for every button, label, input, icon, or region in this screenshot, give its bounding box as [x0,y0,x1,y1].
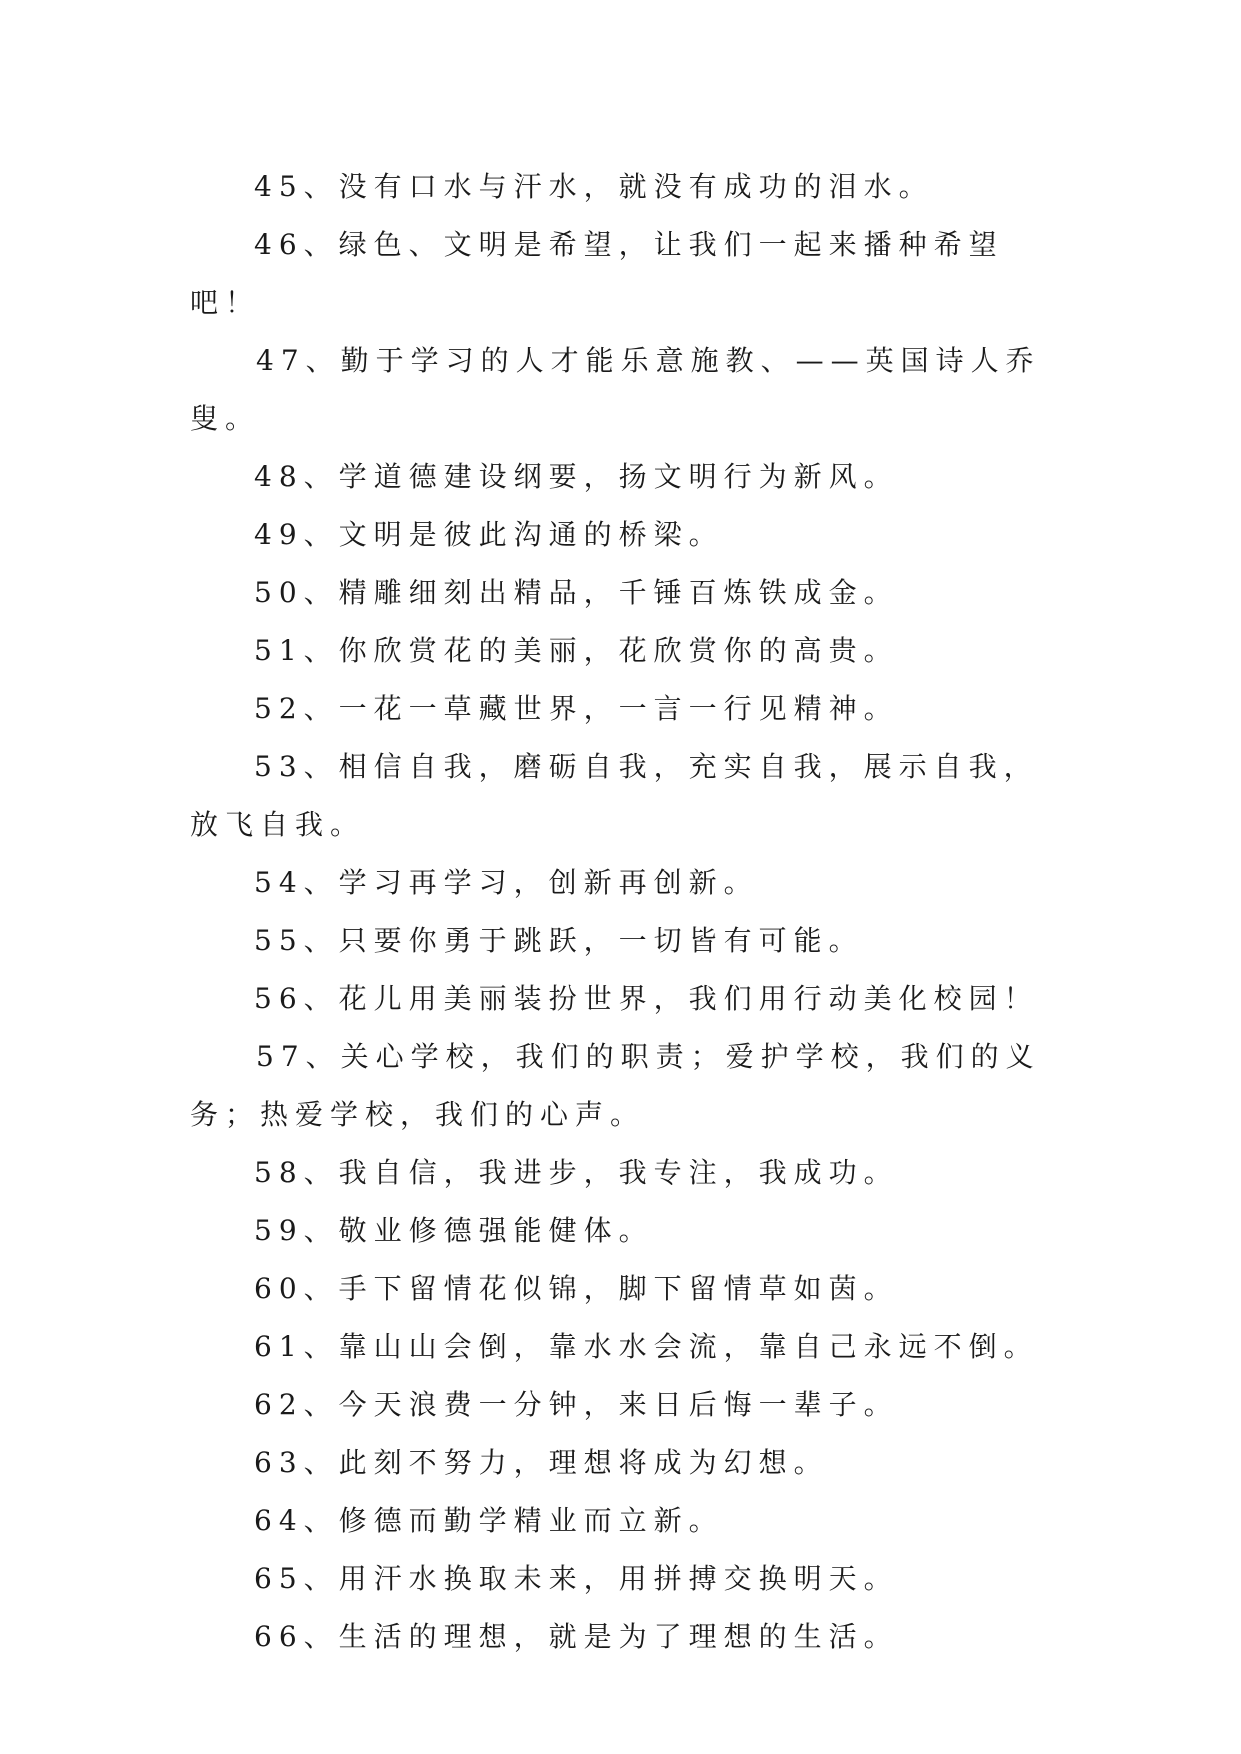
list-item: 49、文明是彼此沟通的桥梁。 [254,518,724,551]
list-item: 64、修德而勤学精业而立新。 [254,1504,724,1537]
list-item: 63、此刻不努力，理想将成为幻想。 [254,1446,829,1479]
list-item: 61、靠山山会倒，靠水水会流，靠自己永远不倒。 [254,1330,1039,1363]
list-item: 66、生活的理想，就是为了理想的生活。 [254,1620,899,1653]
list-item: 53、相信自我，磨砺自我，充实自我，展示自我，放飞自我。 [190,750,1039,841]
list-item: 52、一花一草藏世界，一言一行见精神。 [254,692,899,725]
list-item: 58、我自信，我进步，我专注，我成功。 [254,1156,899,1189]
list-item: 51、你欣赏花的美丽，花欣赏你的高贵。 [254,634,899,667]
list-item: 55、只要你勇于跳跃，一切皆有可能。 [254,924,864,957]
list-item: 45、没有口水与汗水，就没有成功的泪水。 [254,170,934,203]
slogan-list [190,158,1070,1666]
list-item: 60、手下留情花似锦，脚下留情草如茵。 [254,1272,899,1305]
list-item: 50、精雕细刻出精品，千锤百炼铁成金。 [254,576,899,609]
list-item: 47、勤于学习的人才能乐意施教、——英国诗人乔叟。 [190,344,1041,435]
list-item: 48、学道德建设纲要，扬文明行为新风。 [254,460,899,493]
list-item: 59、敬业修德强能健体。 [254,1214,654,1247]
list-item: 65、用汗水换取未来，用拼搏交换明天。 [254,1562,899,1595]
list-item: 54、学习再学习，创新再创新。 [254,866,759,899]
list-item: 46、绿色、文明是希望，让我们一起来播种希望吧！ [190,228,1004,319]
list-item: 57、关心学校，我们的职责；爱护学校，我们的义务；热爱学校，我们的心声。 [190,1040,1041,1131]
list-item: 62、今天浪费一分钟，来日后悔一辈子。 [254,1388,899,1421]
list-item: 56、花儿用美丽装扮世界，我们用行动美化校园！ [254,982,1039,1015]
